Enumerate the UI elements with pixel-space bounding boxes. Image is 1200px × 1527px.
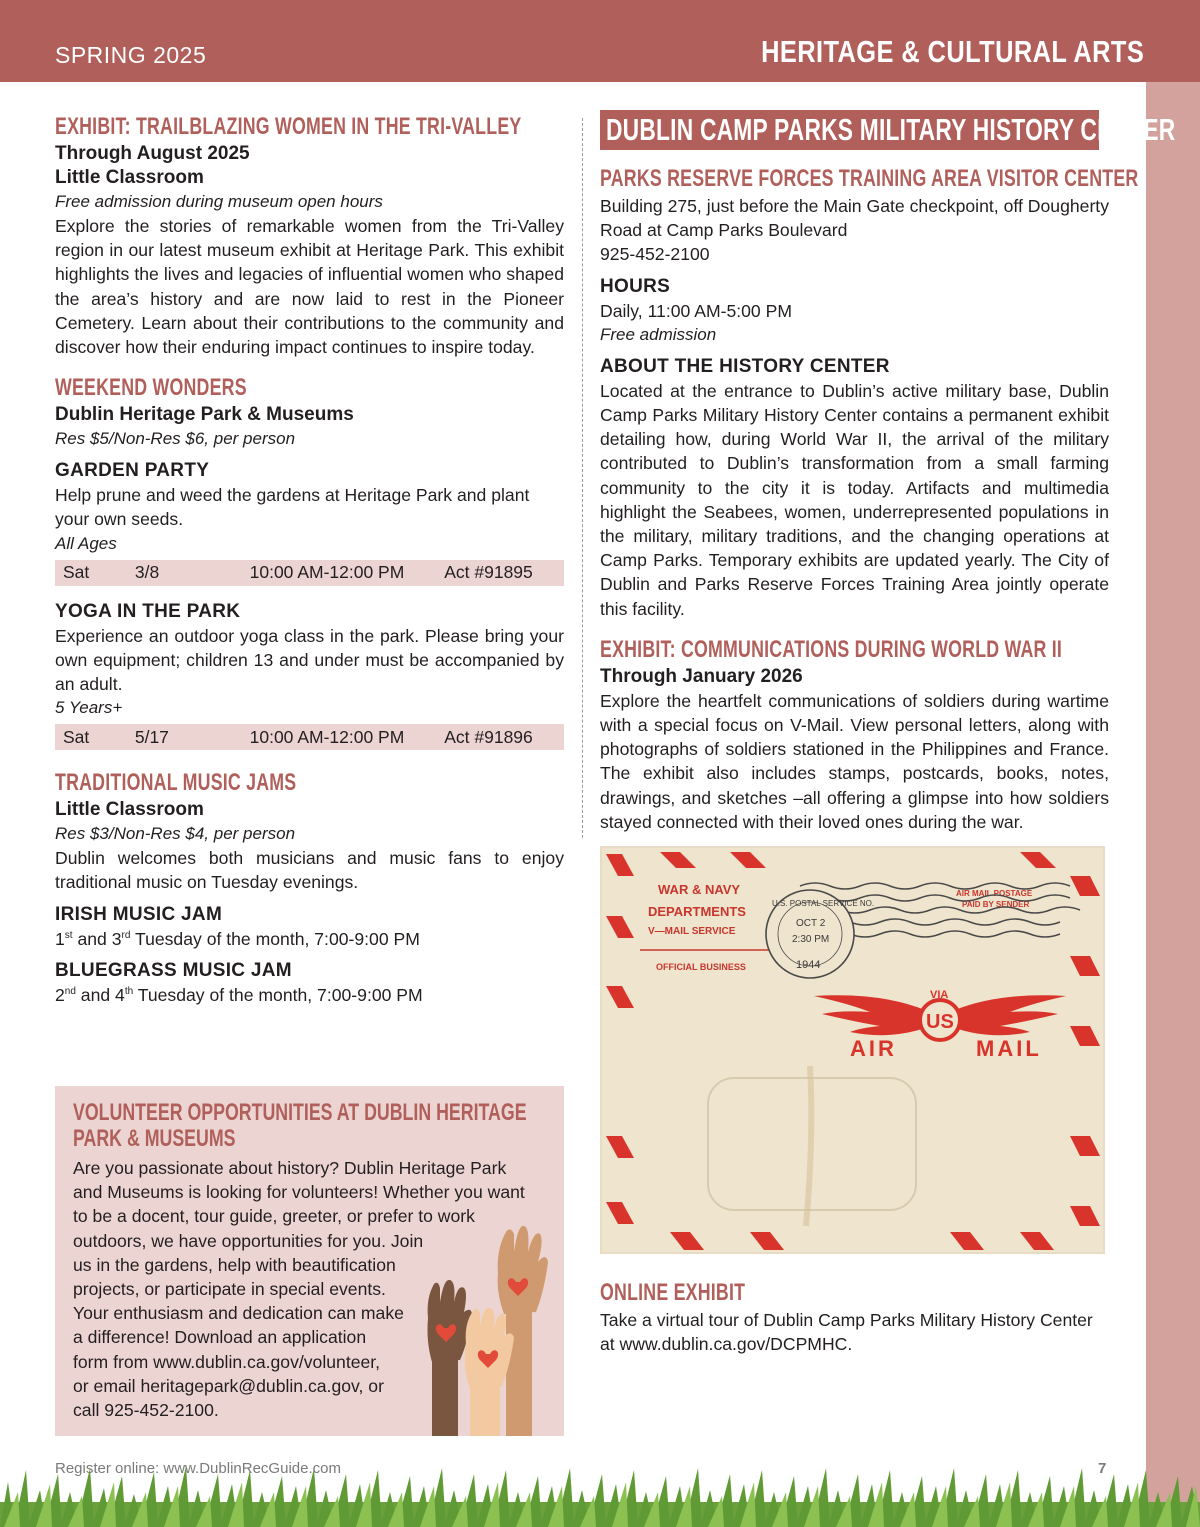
hours-admission: Free admission — [600, 324, 717, 344]
volunteer-line: outdoors, we have opportunities for you. Join — [73, 1230, 424, 1251]
exhibit-women-location: Little Classroom — [55, 167, 204, 188]
airmail-via: VIA — [930, 989, 949, 1001]
music-description: Dublin welcomes both musicians and music fans to enjoy traditional music on Tuesday evenings. — [55, 848, 564, 893]
bluegrass-jam-schedule: 2nd and 4th Tuesday of the month, 7:00-9:00 PM — [55, 984, 423, 1005]
airmail-us: US — [926, 1011, 954, 1033]
schedule-activity-number: Act #91895 — [444, 562, 533, 583]
yoga-schedule-row — [55, 724, 564, 750]
weekend-wonders-title: WEEKEND WONDERS — [55, 374, 247, 402]
volunteer-line: projects, or participate in special events. — [73, 1279, 386, 1300]
volunteer-line: a difference! Download an application — [73, 1327, 367, 1348]
envelope-postage-line1: AIR MAIL POSTAGE — [956, 889, 1033, 898]
schedule-day: Sat — [63, 562, 90, 583]
garden-party-schedule-row — [55, 560, 564, 586]
volunteer-line: Are you passionate about history? Dublin Heritage Park — [73, 1158, 507, 1178]
register-online-text: Register online: www.DublinRecGuide.com — [55, 1460, 341, 1477]
visitor-center-address: Building 275, just before the Main Gate checkpoint, off Dougherty Road at Camp Parks Boulevard — [600, 196, 1109, 241]
section-title: HERITAGE & CULTURAL ARTS — [760, 34, 1144, 69]
volunteer-line: form from www.dublin.ca.gov/volunteer, — [73, 1351, 381, 1372]
yoga-title: YOGA IN THE PARK — [55, 600, 241, 622]
schedule-date: 5/17 — [134, 726, 169, 747]
vmail-envelope-photo — [600, 846, 1105, 1254]
about-title: ABOUT THE HISTORY CENTER — [600, 355, 890, 377]
volunteer-title: VOLUNTEER OPPORTUNITIES AT DUBLIN HERITAGE PARK & MUSEUMS — [73, 1099, 527, 1152]
music-price: Res $3/Non-Res $4, per person — [55, 824, 296, 844]
hours-value: Daily, 11:00 AM-5:00 PM — [600, 300, 792, 321]
schedule-date: 3/8 — [134, 562, 160, 583]
about-description: Located at the entrance to Dublin’s active military base, Dublin Camp Parks Military History Center contains a permanent exhibit detailing how, during World War II, the arrival of the military contributed to Dublin’s transformation from a small farming community to the city it is today. Artifacts and multimedia highlight the Seabees, women, underrepresented populations in the military, military traditions, and the changing operations at Camp Parks. Temporary exhibits are updated yearly. The City of Dublin and Parks Reserve Forces Training Area jointly operate this facility. — [600, 380, 1109, 619]
weekend-price: Res $5/Non-Res $6, per person — [55, 429, 296, 449]
history-center-banner: DUBLIN CAMP PARKS MILITARY HISTORY CENTER — [600, 110, 1099, 150]
exhibit-women-description: Explore the stories of remarkable women from the Tri-Valley region in our latest museum exhibit at Heritage Park. This exhibit highlights the lives and legacies of influential women who shaped the area’s history and are now laid to rest in the Pioneer Cemetery. Learn about their contributions to the community and discover how their enduring impact continues to inspire today. — [55, 216, 564, 358]
side-strip — [1146, 82, 1200, 1527]
bluegrass-jam-title: BLUEGRASS MUSIC JAM — [55, 959, 292, 981]
hand-light-brown — [498, 1226, 548, 1436]
online-exhibit-section — [600, 1278, 1109, 1356]
music-location: Little Classroom — [55, 799, 204, 821]
envelope-dept-line2: DEPARTMENTS — [648, 904, 746, 919]
envelope-dept-line3: V—MAIL SERVICE — [648, 926, 736, 937]
irish-jam-title: IRISH MUSIC JAM — [55, 903, 223, 925]
yoga-description: Experience an outdoor yoga class in the park. Please bring your own equipment; children 13 and under must be accompanied by an adult. — [55, 625, 564, 695]
volunteer-line: Your enthusiasm and dedication can make — [73, 1303, 404, 1324]
exhibit-women-admission: Free admission during museum open hours — [55, 192, 383, 211]
music-jams-title: TRADITIONAL MUSIC JAMS — [55, 769, 297, 797]
postmark-text: U.S. POSTAL SERVICE NO. — [772, 899, 875, 908]
weekend-location: Dublin Heritage Park & Museums — [55, 404, 354, 426]
raised-hands-heart-illustration — [426, 1222, 548, 1436]
hours-title: HOURS — [600, 275, 671, 297]
garden-party-description: Help prune and weed the gardens at Heritage Park and plant your own seeds. — [55, 485, 530, 530]
right-column — [600, 110, 1176, 834]
envelope-postage-line2: PAID BY SENDER — [962, 900, 1030, 909]
communications-exhibit-title: EXHIBIT: COMMUNICATIONS DURING WORLD WAR II — [600, 635, 1063, 663]
airmail-mail: MAIL — [976, 1036, 1042, 1061]
column-divider — [582, 118, 583, 838]
communications-exhibit-dates: Through January 2026 — [600, 665, 803, 687]
volunteer-line: call 925-452-2100. — [73, 1400, 219, 1421]
communications-exhibit-description: Explore the heartfelt communications of soldiers during wartime with a special focus on V-Mail. View personal letters, along with photographs of soldiers stationed in the Philippines and France. The exhibit also includes stamps, postcards, books, notes, drawings, and sketches –all offering a glimpse into how soldiers stayed connected with their loved ones during the war. — [600, 690, 1109, 832]
envelope-official-business: OFFICIAL BUSINESS — [656, 962, 746, 972]
garden-party-title: GARDEN PARTY — [55, 460, 210, 482]
postmark-time: 2:30 PM — [792, 934, 830, 945]
season-label: SPRING 2025 — [55, 42, 207, 68]
schedule-activity-number: Act #91896 — [444, 726, 533, 747]
schedule-time: 10:00 AM-12:00 PM — [249, 726, 405, 747]
yoga-ages: 5 Years+ — [55, 698, 123, 718]
exhibit-women-title: EXHIBIT: TRAILBLAZING WOMEN IN THE TRI-VALLEY — [55, 113, 522, 140]
exhibit-women-dates: Through August 2025 — [55, 143, 250, 164]
volunteer-line: us in the gardens, help with beautification — [73, 1254, 396, 1275]
visitor-center-phone: 925-452-2100 — [600, 244, 710, 265]
garden-party-ages: All Ages — [55, 533, 117, 553]
left-column — [55, 112, 564, 1007]
schedule-day: Sat — [63, 726, 90, 747]
volunteer-line: to be a docent, tour guide, greeter, or prefer to work — [73, 1206, 475, 1227]
page-number: 7 — [1098, 1460, 1107, 1477]
online-exhibit-title: ONLINE EXHIBIT — [600, 1279, 746, 1306]
irish-jam-schedule: 1st and 3rd Tuesday of the month, 7:00-9:00 PM — [55, 928, 420, 949]
volunteer-line: and Museums is looking for volunteers! Whether you want — [73, 1182, 525, 1203]
volunteer-line: or email heritagepark@dublin.ca.gov, or — [73, 1375, 384, 1396]
airmail-air: AIR — [850, 1036, 897, 1061]
visitor-center-title: PARKS RESERVE FORCES TRAINING AREA VISITOR CENTER — [600, 165, 1139, 192]
envelope-dept-line1: WAR & NAVY — [658, 882, 741, 897]
postmark-year: 1944 — [796, 959, 821, 971]
schedule-time: 10:00 AM-12:00 PM — [249, 562, 405, 583]
postmark-date: OCT 2 — [796, 918, 826, 929]
online-exhibit-description: Take a virtual tour of Dublin Camp Parks Military History Center at www.dublin.ca.gov/DCPMHC. — [600, 1310, 1093, 1355]
